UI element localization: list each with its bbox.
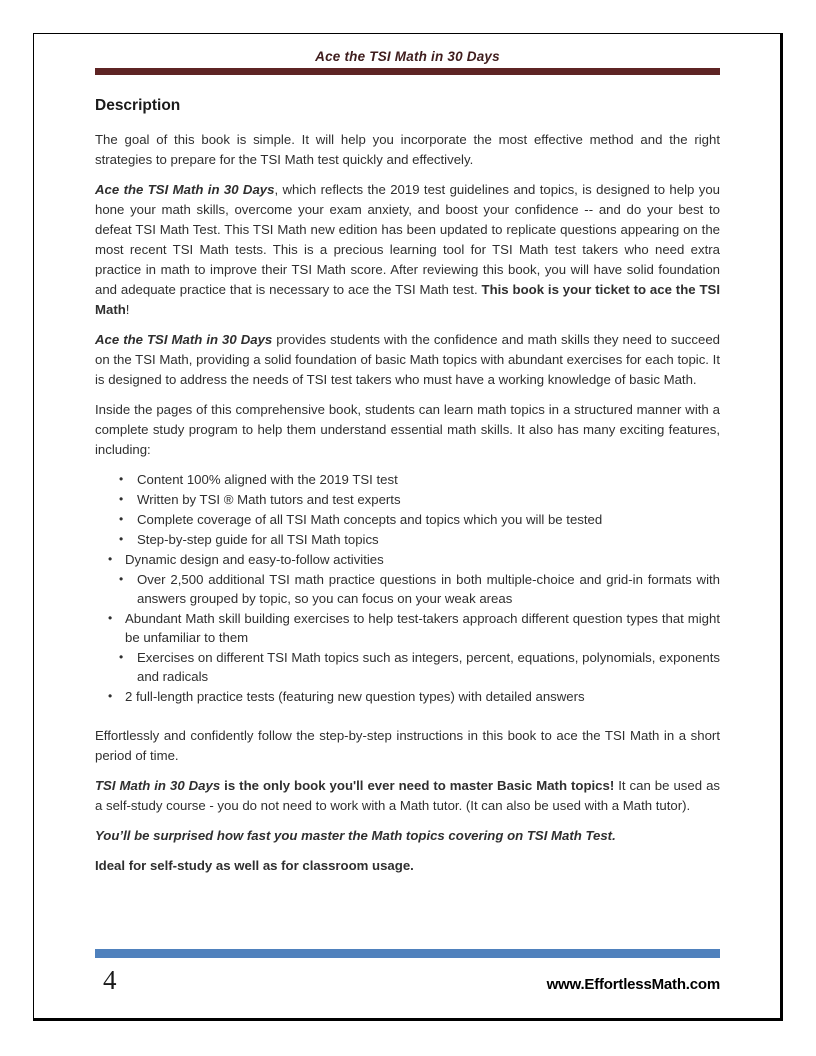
list-item [95, 687, 720, 706]
paragraph-confidence [95, 330, 720, 390]
bullet-icon: • [119, 472, 124, 486]
text-run: It can be used as a self-study course - you do not need to work with a Math tutor. (It can also be used with a Math tutor). [95, 778, 720, 813]
header-rule [95, 68, 720, 75]
bullet-icon: • [119, 572, 124, 586]
text-run: Inside the pages of this comprehensive book, students can learn math topics in a structured manner with a complete study program to help them understand essential math skills. It also has many exciting features, including: [95, 402, 720, 457]
list-item-text: Exercises on different TSI Math topics such as integers, percent, equations, polynomials, exponents and radicals [137, 650, 720, 684]
list-item-text: 2 full-length practice tests (featuring new question types) with detailed answers [125, 689, 585, 704]
paragraph-only-book [95, 776, 720, 816]
list-item-text: Step-by-step guide for all TSI Math topics [137, 532, 379, 547]
text-run: Ace the TSI Math in 30 Days [95, 182, 275, 197]
list-item [95, 550, 720, 569]
list-item-text: Abundant Math skill building exercises to help test-takers approach different question types that might be unfamiliar to them [125, 611, 720, 645]
bullet-icon: • [119, 650, 124, 664]
list-item [95, 648, 720, 686]
bullet-icon: • [119, 512, 124, 526]
text-run: This book is your ticket to ace the TSI Math [95, 282, 720, 317]
paragraph-overview [95, 180, 720, 320]
header-title: Ace the TSI Math in 30 Days [315, 49, 500, 64]
text-run: provides students with the confidence and math skills they need to succeed on the TSI Math, providing a solid foundation of basic Math topics with abundant exercises for each topic. It is designed to address the needs of TSI test takers who must have a working knowledge of basic Math. [95, 332, 720, 387]
text-run: The goal of this book is simple. It will help you incorporate the most effective method and the right strategies to prepare for the TSI Math test quickly and effectively. [95, 132, 720, 167]
list-item-text: Content 100% aligned with the 2019 TSI test [137, 472, 398, 487]
list-item [95, 490, 720, 509]
website-link[interactable]: www.EffortlessMath.com [546, 976, 720, 993]
paragraph-goal [95, 130, 720, 170]
text-run: , which reflects the 2019 test guidelines and topics, is designed to help you hone your math skills, overcome your exam anxiety, and boost your confidence -- and do your best to defeat TSI Math Test. This TSI Math new edition has been updated to replicate questions appearing on the most recent TSI Math tests. This is a precious learning tool for TSI Math test takers who need extra practice in math to improve their TSI Math score. After reviewing this book, you will have solid foundation and adequate practice that is necessary to ace the TSI Math test. [95, 182, 720, 297]
paragraph-effortlessly [95, 726, 720, 766]
list-item [95, 470, 720, 489]
list-item [95, 609, 720, 647]
section-heading: Description [95, 97, 181, 114]
paragraph-features-intro [95, 400, 720, 460]
bullet-icon: • [119, 532, 124, 546]
bullet-icon: • [108, 552, 113, 566]
list-item [95, 510, 720, 529]
page-number: 4 [103, 965, 117, 995]
list-item-text: Written by TSI ® Math tutors and test experts [137, 492, 401, 507]
list-item-text: Over 2,500 additional TSI math practice questions in both multiple-choice and grid-in formats with answers grouped by topic, so you can focus on your weak areas [137, 572, 720, 606]
text-run: You’ll be surprised how fast you master the Math topics covering on TSI Math Test. [95, 828, 616, 843]
paragraph-surprised [95, 826, 720, 846]
text-run: Effortlessly and confidently follow the step-by-step instructions in this book to ace the TSI Math in a short period of time. [95, 728, 720, 763]
paragraph-ideal [95, 856, 720, 876]
page-footer [95, 949, 720, 995]
features-list [95, 470, 720, 706]
page-border [33, 33, 783, 1021]
text-run: Ace the TSI Math in 30 Days [95, 332, 273, 347]
bullet-icon: • [108, 689, 113, 703]
text-run: Ideal for self-study as well as for classroom usage. [95, 858, 414, 873]
footer-row [95, 965, 720, 995]
footer-bar [95, 949, 720, 958]
text-run: ! [125, 302, 130, 317]
text-run: is the only book you'll ever need to master Basic Math topics! [220, 778, 615, 793]
list-item-text: Dynamic design and easy-to-follow activities [125, 552, 384, 567]
bullet-icon: • [119, 492, 124, 506]
list-item [95, 530, 720, 549]
list-item-text: Complete coverage of all TSI Math concepts and topics which you will be tested [137, 512, 603, 527]
list-item [95, 570, 720, 608]
bullet-icon: • [108, 611, 113, 625]
text-run: TSI Math in 30 Days [95, 778, 221, 793]
page-header [95, 48, 720, 75]
